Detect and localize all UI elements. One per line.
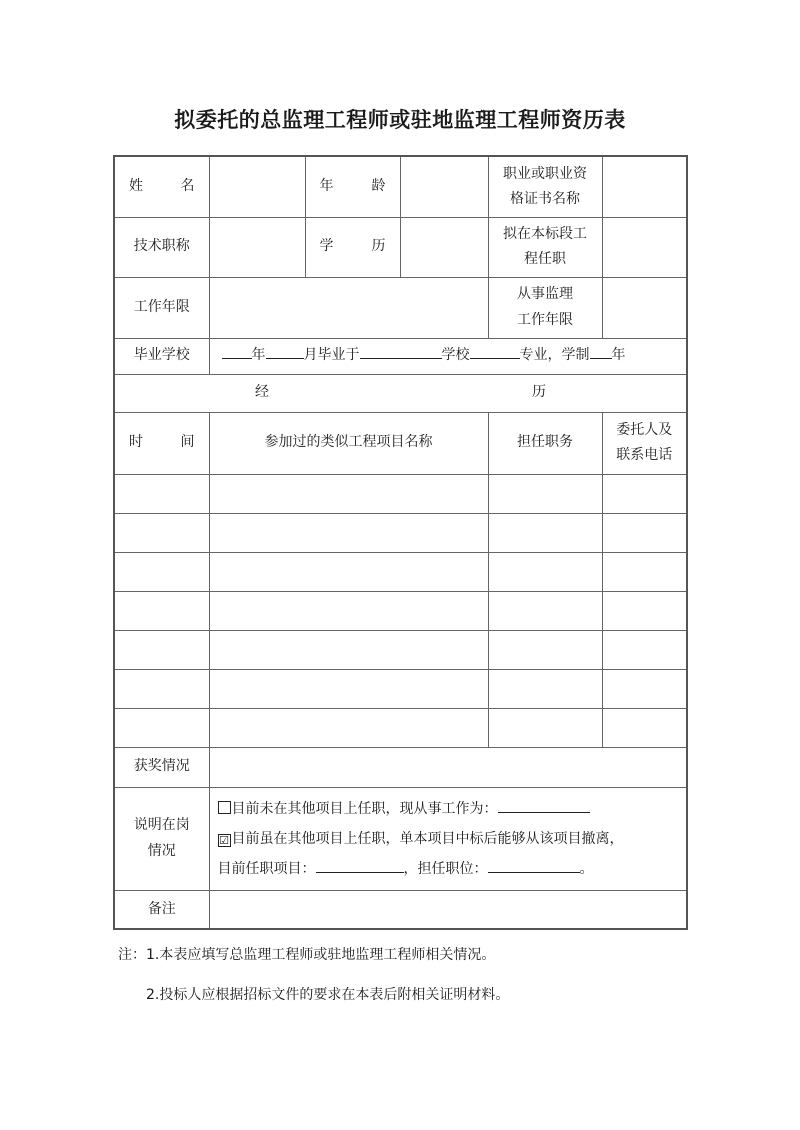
row-status [114,787,687,890]
cert-field[interactable] [602,156,687,217]
awards-field[interactable] [209,747,687,787]
remarks-field[interactable] [209,890,687,929]
notes [118,943,509,1007]
remarks-label: 备注 [114,890,209,929]
checkbox-checked[interactable]: ☑ [219,833,229,847]
row-experience-title [114,374,687,412]
qualification-table [113,155,688,930]
school-label: 毕业学校 [114,338,209,374]
note-1: 注：1.本表应填写总监理工程师或驻地监理工程师相关情况。 [118,947,496,963]
title-field[interactable] [209,217,305,277]
edu-label: 学 历 [305,217,400,277]
project-header: 参加过的类似工程项目名称 [209,412,488,474]
experience-row [114,708,687,747]
duty-header: 担任职务 [488,412,602,474]
years-label: 工作年限 [114,277,209,338]
experience-row [114,474,687,513]
row-awards [114,747,687,787]
note-2: 2.投标人应根据招标文件的要求在本表后附相关证明材料。 [146,987,510,1003]
years-field[interactable] [209,277,488,338]
experience-row [114,513,687,552]
time-header: 时 间 [114,412,209,474]
edu-field[interactable] [400,217,488,277]
title-label: 技术职称 [114,217,209,277]
experience-title: 经 历 [114,374,687,412]
checkbox-unchecked[interactable] [218,801,231,814]
experience-row [114,630,687,669]
row-remarks [114,890,687,929]
sup-years-field[interactable] [602,277,687,338]
post-field[interactable] [602,217,687,277]
cert-label: 职业或职业资 格证书名称 [488,156,602,217]
row-title-edu [114,217,687,277]
status-option-2-cont: 目前任职项目： ，担任职位： 。 [218,854,687,884]
status-option-2: ☑ 目前虽在其他项目上任职，单本项目中标后能够从该项目撤离， [219,830,624,847]
school-field[interactable]: 年 月毕业于 学校 专业，学制 年 [209,338,687,374]
status-label: 说明在岗 情况 [114,787,209,890]
post-label: 拟在本标段工 程任职 [488,217,602,277]
status-field [209,787,687,890]
form-title: 拟委托的总监理工程师或驻地监理工程师资历表 [174,108,626,132]
row-work-years [114,277,687,338]
status-option-1: 目前未在其他项目上任职，现从事工作为： [218,794,687,824]
experience-row [114,669,687,708]
awards-label: 获奖情况 [114,747,209,787]
age-label: 年 龄 [305,156,400,217]
row-school [114,338,687,374]
experience-row [114,591,687,630]
row-name-age [114,156,687,217]
name-label: 姓 名 [114,156,209,217]
row-experience-header [114,412,687,474]
sup-years-label: 从事监理 工作年限 [488,277,602,338]
age-field[interactable] [400,156,488,217]
experience-row [114,552,687,591]
client-header: 委托人及 联系电话 [602,412,687,474]
name-field[interactable] [209,156,305,217]
